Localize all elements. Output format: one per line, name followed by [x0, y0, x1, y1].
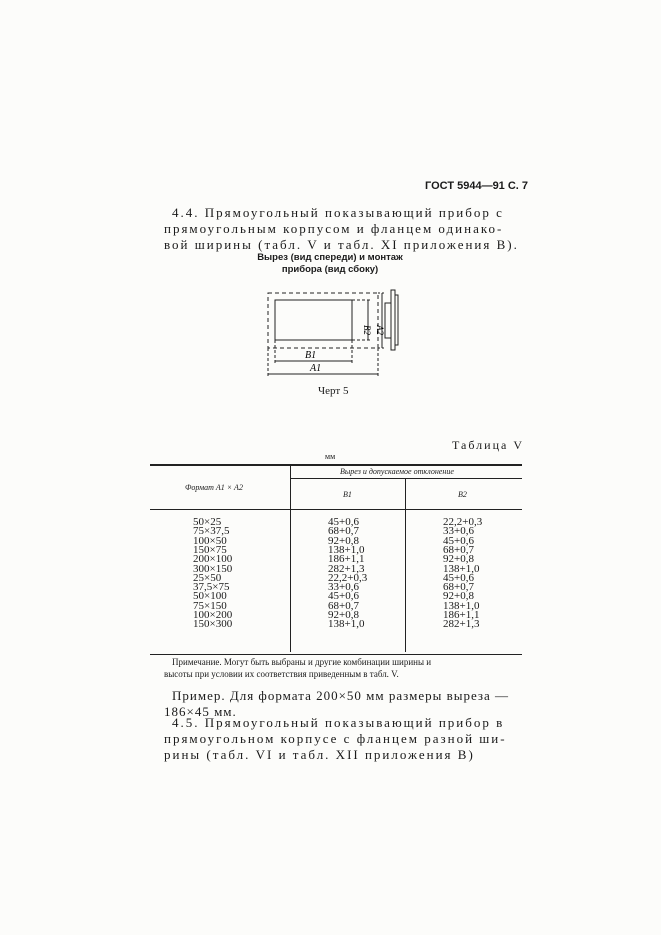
page-header: ГОСТ 5944—91 С. 7 — [425, 180, 529, 192]
cell-b1: 282+1,3 — [328, 562, 365, 575]
cell-format: 100×50 — [193, 534, 227, 547]
label-b1: B1 — [305, 350, 317, 361]
cell-b2: 45+0,6 — [443, 534, 474, 547]
table-note — [164, 656, 432, 680]
col-header-b2: B2 — [458, 490, 467, 499]
cell-b2: 45+0,6 — [443, 571, 474, 584]
cell-b2: 68+0,7 — [443, 543, 474, 556]
cell-b2: 92+0,8 — [443, 590, 474, 603]
cell-b1: 138+1,0 — [328, 618, 365, 631]
label-a2: A2 — [375, 325, 385, 335]
cell-format: 300×150 — [193, 562, 233, 575]
cell-b2: 68+0,7 — [443, 581, 474, 594]
text-line: 4.4. Прямоугольный показывающий прибор с — [172, 205, 504, 220]
text-line: Примечание. Могут быть выбраны и другие комбинации ширины и — [172, 657, 432, 667]
cell-format: 50×25 — [193, 516, 222, 528]
cell-b1: 92+0,8 — [328, 534, 359, 547]
cell-b1: 45+0,6 — [328, 590, 359, 603]
figure-caption: Черт 5 — [318, 385, 349, 397]
table-unit: мм — [325, 452, 336, 461]
label-b2: B2 — [362, 325, 372, 335]
table-title: Таблица V — [452, 438, 524, 452]
cell-b1: 33+0,6 — [328, 581, 359, 594]
text-line: прямоугольным корпусом и фланцем одинако- — [164, 221, 504, 236]
cell-b2: 22,2+0,3 — [443, 516, 483, 528]
cell-b1: 22,2+0,3 — [328, 571, 368, 584]
cell-b1: 68+0,7 — [328, 525, 359, 538]
cell-format: 150×300 — [193, 618, 233, 631]
cell-format: 75×150 — [193, 599, 227, 612]
text-line: прибора (вид сбоку) — [281, 264, 379, 275]
cell-b2: 186+1,1 — [443, 609, 480, 621]
cell-b2: 92+0,8 — [443, 553, 474, 566]
text-line: 186×45 мм. — [164, 704, 237, 719]
cell-format: 100×200 — [193, 609, 233, 621]
cell-b2: 33+0,6 — [443, 525, 474, 538]
label-a1: A1 — [310, 363, 322, 374]
cell-format: 37,5×75 — [193, 581, 230, 594]
section-4-5 — [164, 715, 532, 763]
col-header-b1: B1 — [343, 490, 352, 499]
cell-b2: 138+1,0 — [443, 562, 480, 575]
cell-b1: 138+1,0 — [328, 543, 365, 556]
cell-b1: 45+0,6 — [328, 516, 359, 528]
cell-format: 200×100 — [193, 553, 233, 566]
cell-format: 50×100 — [193, 590, 227, 603]
text-line: рины (табл. VI и табл. XII приложения В) — [164, 747, 475, 762]
text-line: Вырез (вид спереди) и монтаж — [257, 252, 403, 263]
cell-b2: 138+1,0 — [443, 599, 480, 612]
text-line: вой ширины (табл. V и табл. XI приложения В). — [164, 237, 519, 252]
cell-b1: 68+0,7 — [328, 599, 359, 612]
cell-format: 75×37,5 — [193, 525, 230, 538]
text-line: прямоугольном корпусе с фланцем разной ши- — [164, 731, 507, 746]
cell-b1: 92+0,8 — [328, 609, 359, 621]
col-header-format: Формат A1 × A2 — [185, 483, 243, 492]
col-group-header: Вырез и допускаемое отклонение — [340, 467, 454, 476]
text-line: 4.5. Прямоугольный показывающий прибор в — [172, 715, 505, 730]
section-4-4 — [164, 205, 532, 253]
cell-b1: 186+1,1 — [328, 553, 365, 566]
cell-b2: 282+1,3 — [443, 618, 480, 631]
text-line: Пример. Для формата 200×50 мм размеры выреза — — [172, 688, 510, 703]
cell-format: 25×50 — [193, 571, 222, 584]
cell-format: 150×75 — [193, 543, 227, 556]
figure-title — [230, 252, 430, 276]
cutout-diagram — [260, 285, 410, 380]
text-line: высоты при условии их соответствия приведенным в табл. V. — [164, 669, 399, 679]
